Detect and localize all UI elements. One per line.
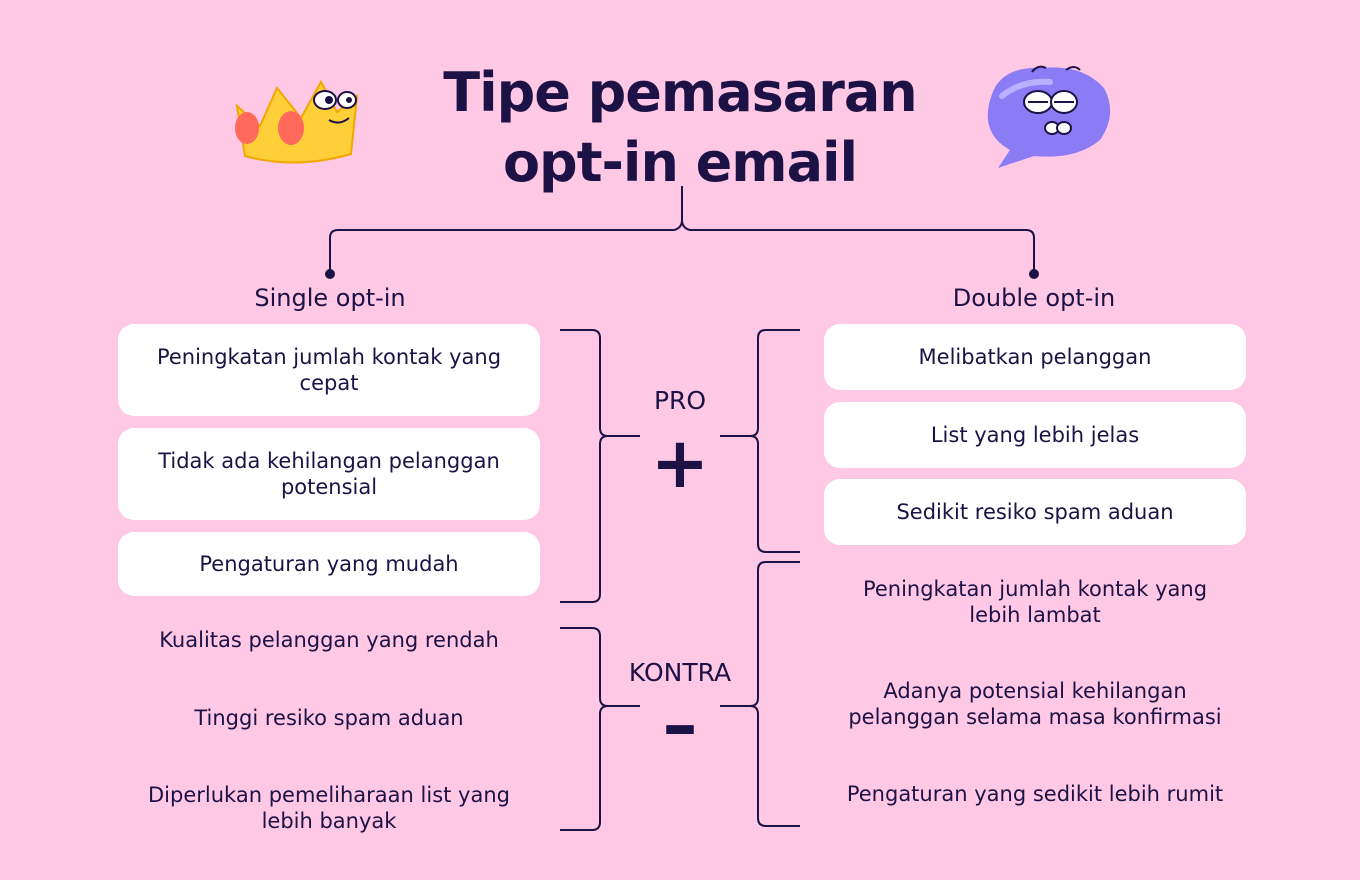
title-line-1: Tipe pemasaran xyxy=(443,61,917,124)
tree-top-line xyxy=(330,186,682,272)
double-pro-card: Melibatkan pelanggan xyxy=(824,324,1246,390)
single-pro-card: Pengaturan yang mudah xyxy=(118,532,540,596)
plus-icon: + xyxy=(650,422,710,504)
single-con-item: Diperlukan pemeliharaan list yang lebih banyak xyxy=(148,783,510,833)
single-node-dot xyxy=(325,269,335,279)
single-con-item: Tinggi resiko spam aduan xyxy=(194,706,464,730)
double-opt-in-heading: Double opt-in xyxy=(952,284,1116,312)
minus-icon: – xyxy=(662,684,698,766)
single-pro-card: Tidak ada kehilangan pelanggan potensial xyxy=(118,428,540,520)
single-opt-in-heading: Single opt-in xyxy=(254,284,406,312)
pro-label: PRO xyxy=(653,386,707,415)
page-title xyxy=(380,58,980,198)
single-pro-card: Peningkatan jumlah kontak yang cepat xyxy=(118,324,540,416)
speech-bubble-character-icon xyxy=(972,56,1122,174)
single-con-item: Kualitas pelanggan yang rendah xyxy=(159,628,499,652)
kontra-label: KONTRA xyxy=(628,658,732,687)
double-con-item: Pengaturan yang sedikit lebih rumit xyxy=(846,782,1224,806)
double-pro-card: List yang lebih jelas xyxy=(824,402,1246,468)
double-pro-card: Sedikit resiko spam aduan xyxy=(824,479,1246,545)
double-con-item: Peningkatan jumlah kontak yang lebih lambat xyxy=(862,577,1208,627)
double-node-dot xyxy=(1029,269,1039,279)
title-line-2: opt-in email xyxy=(502,131,858,194)
tree-top-line-right xyxy=(682,220,1034,272)
double-con-item: Adanya potensial kehilangan pelanggan selama masa konfirmasi xyxy=(848,679,1222,729)
crown-character-icon xyxy=(225,66,365,166)
